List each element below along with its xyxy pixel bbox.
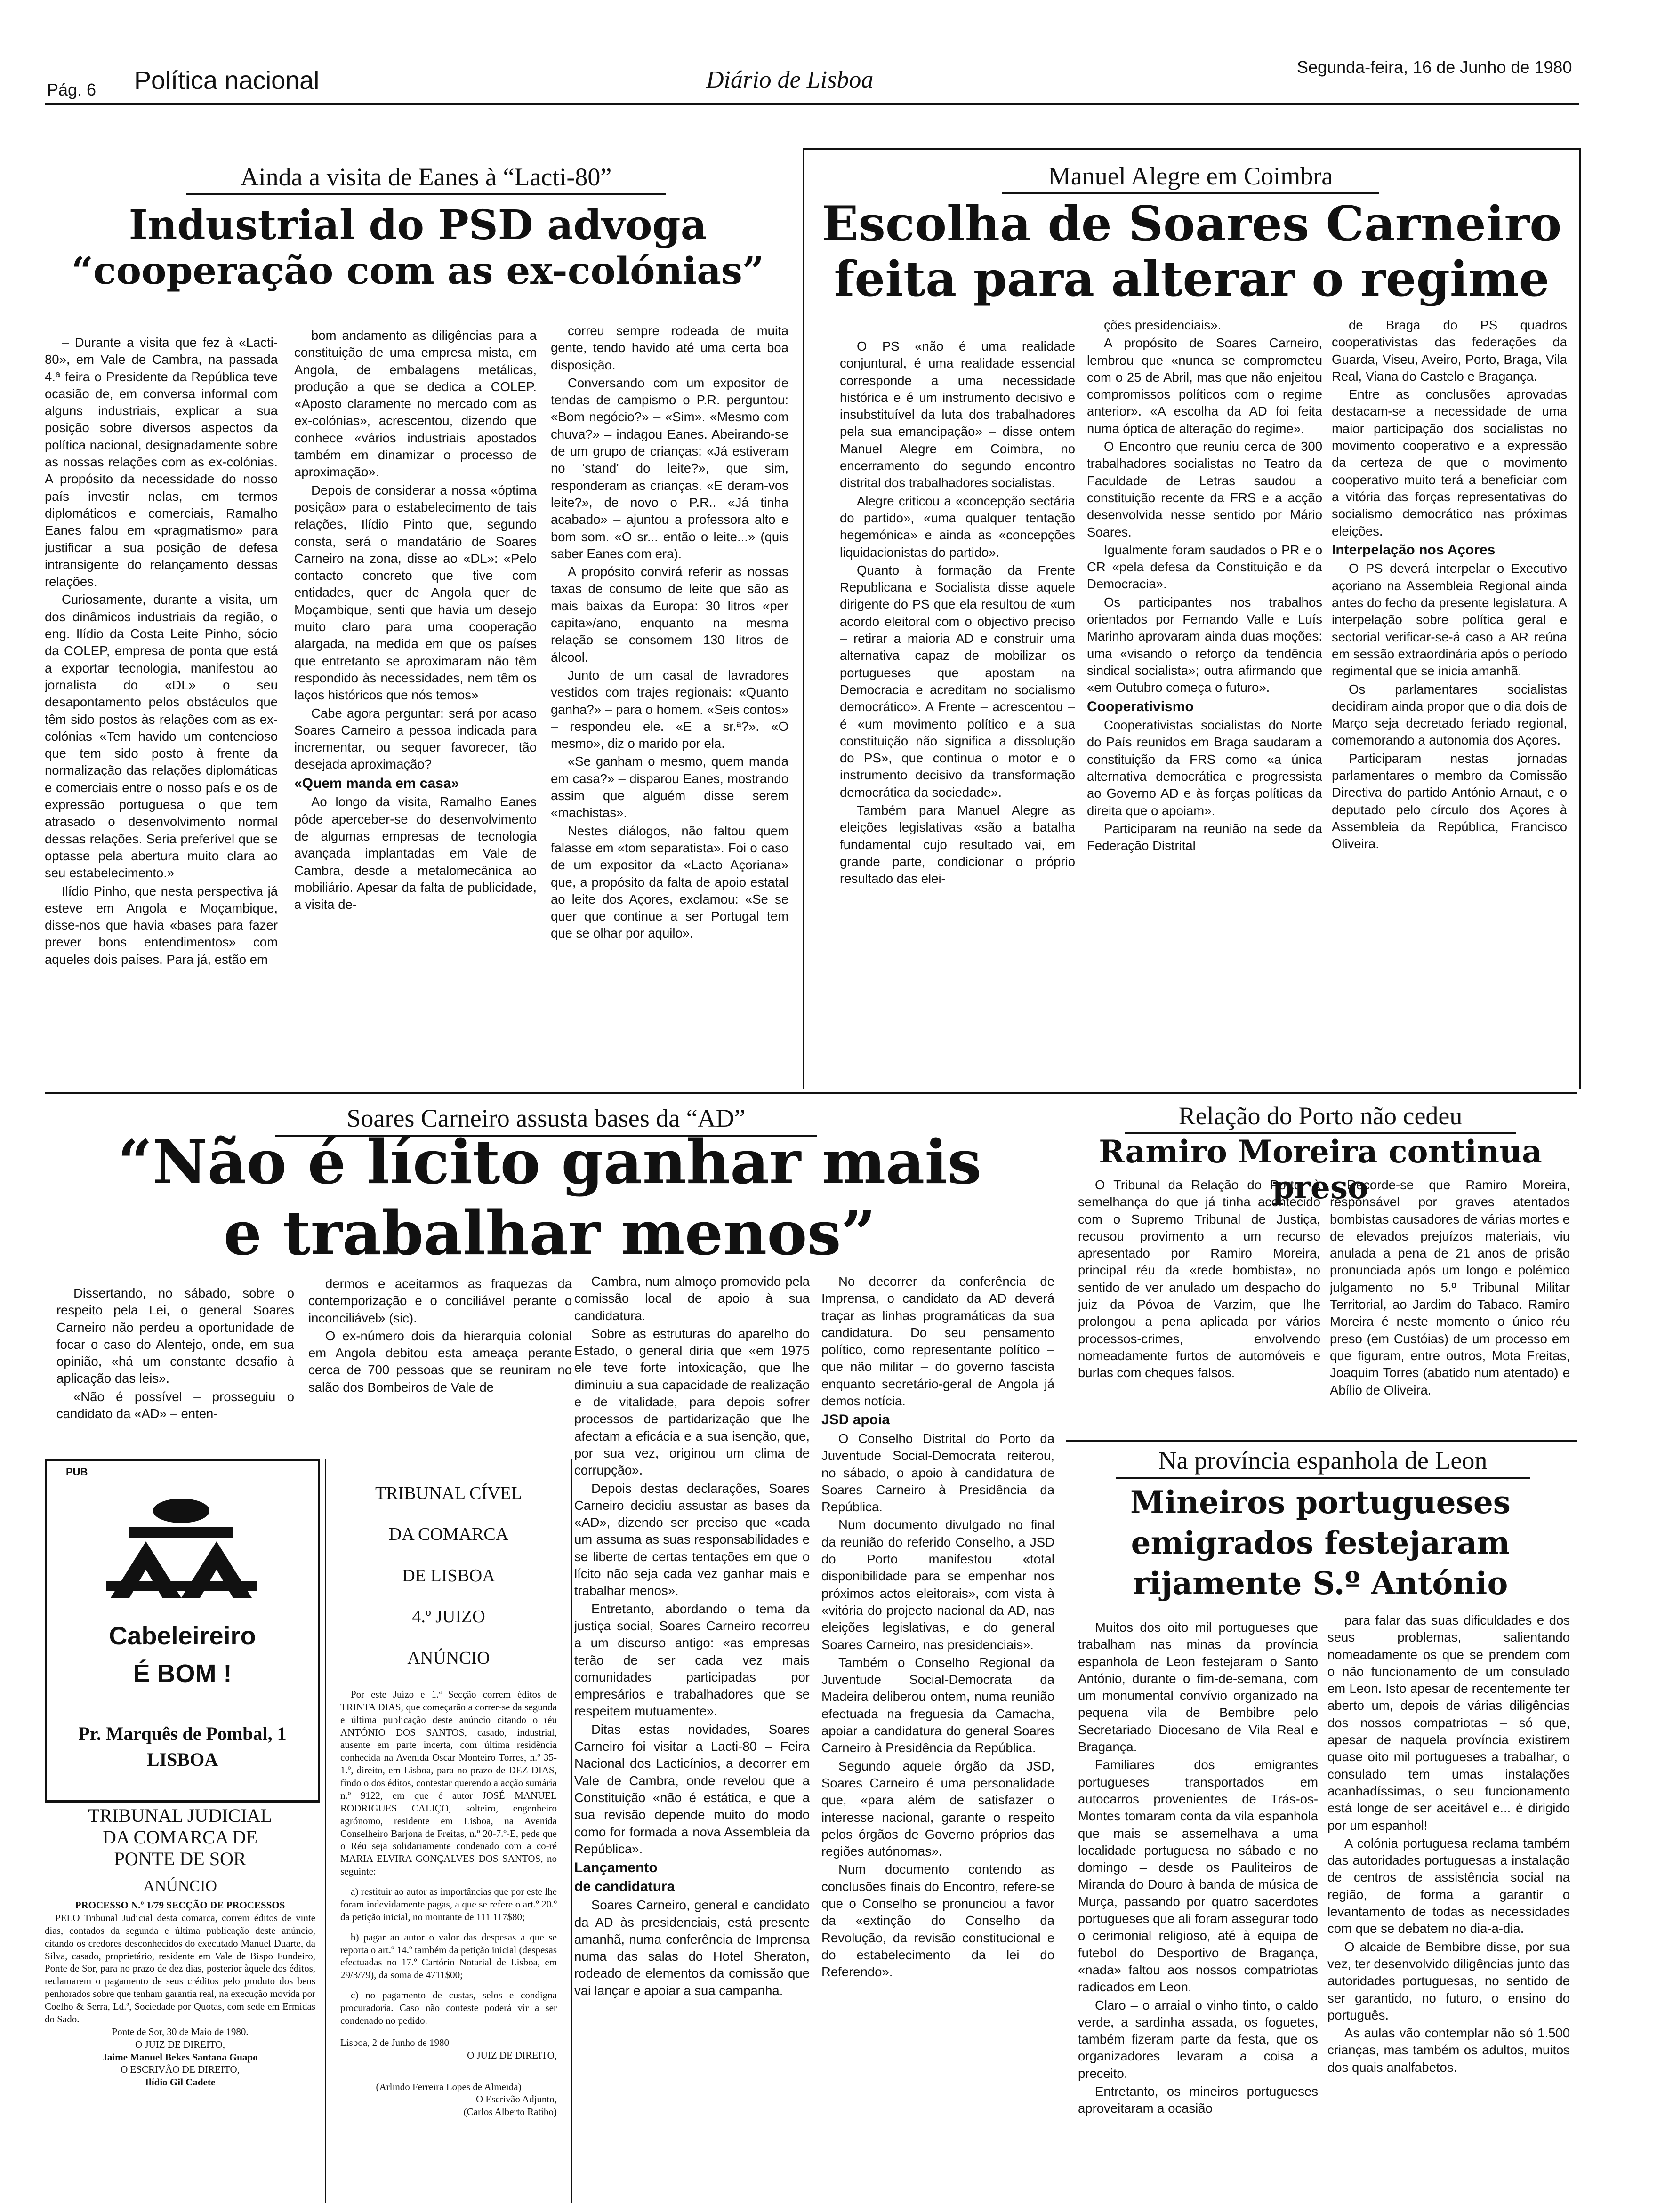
article-column-1 xyxy=(56,1285,294,1426)
paragraph: A colónia portuguesa reclama também das autoridades portuguesas a instalação de centros de assistência social na região, de forma a garantir o levantamento de todas as necessidades com que se debatem no dia-a-dia. xyxy=(1327,1835,1570,1936)
notice-item: a) restituir ao autor as importâncias que por este lhe foram indevidamente pagas, a que se refere o art.º 20.º da petição inicial, no montante de 111 117$80; xyxy=(340,1886,557,1923)
paragraph: Os participantes nos trabalhos orientados por Fernando Valle e Luís Marinho aprovaram ainda duas moções: uma «visando o reforço da tendência sindical socialista»; outra afirmando que «em Outubro começa o futuro». xyxy=(1087,594,1322,695)
notice-clerk-title: O ESCRIVÃO DE DIREITO, xyxy=(121,2064,240,2076)
mid-rule xyxy=(45,1092,1577,1094)
paragraph: Os parlamentares socialistas decidiram ainda propor que o dia dois de Março seja decretado feriado regional, comemorando a autonomia dos Açores. xyxy=(1332,681,1567,748)
masthead xyxy=(0,0,1657,108)
page-number: Pág. 6 xyxy=(47,80,97,99)
salon-logo xyxy=(97,1490,266,1607)
paragraph: O PS deverá interpelar o Executivo açoriano na Assembleia Regional ainda antes do fecho da presente legislatura. A interpelação sobre política geral e sectorial verificar-se-á caso a AR reúna em sessão extraordinária após o período regimental que se inicia amanhã. xyxy=(1332,561,1567,679)
paragraph: Ilídio Pinho, que nesta perspectiva já esteve em Angola e Moçambique, disse-nos que havia «bases para fazer prever bons entendimentos» com aqueles dois países. Para já, estão em xyxy=(45,883,278,967)
notice-anuncio: ANÚNCIO xyxy=(407,1648,490,1668)
paragraph: Nestes diálogos, não faltou quem falasse em «tom separatista». Foi o caso de um expositor da «Lacto Açoriana» que, a propósito da falta de apoio estatal ao leite dos Açores, exclamou: «Se se quer que continue a ser Portugal tem que se olhar por aquilo». xyxy=(551,823,788,941)
ad-address: Pr. Marquês de Pombal, 1 xyxy=(78,1723,287,1744)
section-title: Política nacional xyxy=(134,66,320,95)
notice-item: c) no pagamento de custas, selos e condigna procuradoria. Caso não conteste poderá vir a ser condenado no pedido. xyxy=(340,1989,557,2026)
paragraph: Quanto à formação da Frente Republicana e Socialista disse aquele dirigente do PS que ela resultou de «um acordo eleitoral com o objectivo preciso – retirar a maioria AD e construir uma alternativa capaz de mobilizar os portugueses que apostam na Democracia e acreditam no socialismo democrático». A Frente – acrescentou – é «um movimento político e a sua constituição não significa a dissolução do PS», que continua o motor e o instrumento decisivo da transformação democrática da sociedade». xyxy=(840,562,1075,800)
notice-paragraph: PELO Tribunal Judicial desta comarca, correm éditos de vinte dias, contados da segunda e última publicação deste anúncio, citando os credores desconhecidos do executado Manuel Duarte, da Silva, casado, proprietário, residente em Vale de Bispo Fundeiro, Ponte de Sor, para no prazo de dez dias, posterior àquele dos éditos, reclamarem o pagamento de seus créditos pelo produto dos bens penhorados sobre que tenham garantia real, na execução movida por Coelho & Serra, Ld.ª, Sociedade por Quotas, com sede em Ermidas do Sado. xyxy=(45,1912,315,2025)
paragraph: Entre as conclusões aprovadas destacam-se a necessidade de uma maior participação dos socialistas no movimento cooperativo e a expressão da certeza de que o movimento cooperativo muito terá a beneficiar com a vitória das forças representativas do socialismo democrático nas próximas eleições. xyxy=(1332,387,1567,538)
paragraph: Cambra, num almoço promovido pela comissão local de apoio à sua candidatura. xyxy=(574,1274,810,1323)
notice-title-line: TRIBUNAL CÍVEL xyxy=(375,1483,523,1503)
headline-line-1: Mineiros portugueses xyxy=(1130,1484,1511,1521)
notice-paragraph: Por este Juízo e 1.ª Secção correm éditos de TRINTA DIAS, que começarão a correr-se da segunda e última publicação deste anúncio citando o réu ANTÓNIO DOS SANTOS, casado, industrial, ausente em parte incerta, com última residência conhecida na Avenida Oscar Monteiro Torres, n.º 35-1.º, direito, em Lisboa, para no prazo de DEZ DIAS, findo o dos éditos, contestar querendo a acção sumária n.º 9122, em que é autor JOSÉ MANUEL RODRIGUES CALIÇO, solteiro, engenheiro agrónomo, residente em Lisboa, na Avenida Conselheiro Barjona de Freitas, n.º 20-7.º-E, pede que o Réu seja solidariamente condenado com a co-ré MARIA ELVIRA GONÇALVES DOS SANTOS, no seguinte: xyxy=(340,1688,557,1877)
paragraph: O Encontro que reuniu cerca de 300 trabalhadores socialistas no Teatro da Faculdade de Letras saudou a constituição recente da FRS e a acção desenvolvida nesse sentido por Mário Soares. xyxy=(1087,439,1322,539)
article-column-1 xyxy=(1078,1619,1318,2200)
headline-line-3: rijamente S.º António xyxy=(1133,1564,1508,1602)
notice-judge-name: (Arlindo Ferreira Lopes de Almeida) xyxy=(376,2081,522,2092)
notice-item: b) pagar ao autor o valor das despesas a que se reporta o art.º 14.º também da petição inicial (despesas efectuadas no 17.º Cartório Notarial de Lisboa, em 29/3/79), da soma de 4711$00; xyxy=(340,1931,557,1981)
subheading: «Quem manda em casa» xyxy=(294,775,459,791)
paragraph: O Conselho Distrital do Porto da Juventude Social-Democrata reiterou, no sábado, o apoio à candidatura de Soares Carneiro à Presidência da República. xyxy=(821,1431,1054,1515)
headline-line-1: “Não é lícito ganhar mais xyxy=(118,1127,981,1198)
paragraph: O alcaide de Bembibre disse, por sua vez, ter desenvolvido diligências junto das autoridades portuguesas, no sentido de ser garantido, no futuro, o ensino do português. xyxy=(1327,1939,1570,2022)
article-kicker: Soares Carneiro assusta bases da “AD” xyxy=(275,1104,817,1137)
article-column-1 xyxy=(1078,1177,1320,1431)
paragraph: Muitos dos oito mil portugueses que trabalham nas minas da província espanhola de Leon festejaram o Santo António, durante o fim-de-semana, com um monumental convívio organizado na pequena vila de Bembibre pelo Secretariado Diocesano de Vila Real e Bragança. xyxy=(1078,1620,1318,1755)
paragraph: correu sempre rodeada de muita gente, tendo havido até uma certa boa disposição. xyxy=(551,323,788,372)
paragraph: Ao longo da visita, Ramalho Eanes pôde aperceber-se do desenvolvimento de algumas empresas de tecnologia avançada implantadas em Vale de Cambra, desde a metalomecânica ao mobiliário. Apesar da falta de publicidade, a visita de- xyxy=(294,794,537,912)
article-column-3 xyxy=(574,1273,810,2203)
paragraph: O ex-número dois da hierarquia colonial em Angola debitou esta ameaça perante cerca de 700 pessoas que se reuniram no salão dos Bombeiros de Vale de xyxy=(308,1328,572,1395)
article-manuel-alegre-box xyxy=(803,148,1581,1089)
article-headline xyxy=(1064,1483,1577,1603)
paragraph: Cabe agora perguntar: será por acaso Soares Carneiro a pessoa indicada para incrementar, ou sequer favorecer, tão desejada aproximação? xyxy=(294,705,537,772)
paragraph: O PS «não é uma realidade conjuntural, é uma realidade essencial corresponde a uma necessidade histórica e é um instrumento decisivo e insubstituível da luta dos trabalhadores pela sua emancipação» – disse ontem Manuel Alegre em Coimbra, no encerramento do segundo encontro distrital dos trabalhadores socialistas. xyxy=(840,339,1075,490)
notice-judge-title: O JUIZ DE DIREITO, xyxy=(135,2038,225,2050)
notice-title-line: DA COMARCA DE xyxy=(103,1827,257,1848)
paragraph: Ditas estas novidades, Soares Carneiro foi visitar a Lacti-80 – Feira Nacional dos Lacticínios, a decorrer em Vale de Cambra, onde revelou que a Constituição «não é estática, e que a sua revisão depende muito do modo como for formada a nova Assembleia da República». xyxy=(574,1722,810,1856)
paragraph: Dissertando, no sábado, sobre o respeito pela Lei, o general Soares Carneiro não perdeu a oportunidade de focar o caso do Alentejo, onde, em sua opinião, «há um constante desafio à aplicação das leis». xyxy=(56,1286,294,1386)
paragraph: bom andamento as diligências para a constituição de uma empresa mista, em Angola, de embalagens metálicas, produção a que se dedica a COLEP. «Aposto claramente no mercado com as ex-colónias», acrescentou, dizendo que conhece «vários industriais apostados também em dinamizar o processo de aproximação». xyxy=(294,328,537,480)
notice-title-line: TRIBUNAL JUDICIAL xyxy=(88,1805,272,1826)
article-kicker: Manuel Alegre em Coimbra xyxy=(1002,161,1379,194)
paragraph: Cooperativistas socialistas do Norte do País reunidos em Braga saudaram a constituição da FRS como «a única alternativa democrática e progressista ao Governo AD e às forças políticas da direita que o apoiam». xyxy=(1087,718,1322,818)
article-headline xyxy=(804,197,1579,307)
paragraph: Junto de um casal de lavradores vestidos com trajes regionais: «Quanto ganha?» – para o homem. «Seis contos» – respondeu ele. «E a sr.ª?». «O mesmo», diz o marido por ela. xyxy=(551,667,788,751)
article-kicker: Relação do Porto não cedeu xyxy=(1125,1101,1516,1134)
paragraph: de Braga do PS quadros cooperativistas das federações da Guarda, Viseu, Aveiro, Porto, Braga, Vila Real, Viana do Castelo e Bragança. xyxy=(1332,318,1567,384)
article-column-3 xyxy=(1332,317,1567,1082)
notice-title xyxy=(45,1805,315,1870)
paragraph: Familiares dos emigrantes portugueses transportados em autocarros provenientes de Trás-os-Montes tomaram conta da vila espanhola que mais se assemelhava a uma localidade portuguesa no sábado e no domingo – desde os Pauliteiros de Miranda do Douro à banda de música de Murça, passando por quatro sacerdotes portugueses que ali foram assegurar todo o cerimonial religioso, até à equipa de futebol do Desportivo de Bragança, «nada» faltou aos nossos compatriotas radicados em Leon. xyxy=(1078,1757,1318,1995)
notice-title xyxy=(326,1473,571,1679)
ad-tagline: É BOM ! xyxy=(133,1659,232,1688)
article-column-2 xyxy=(1327,1612,1570,2200)
paragraph: O Tribunal da Relação do Porto, à semelhança do que já tinha acontecido com o Supremo Tribunal de Justiça, recusou provimento a um recurso apresentado por Ramiro Moreira, principal réu da «rede bombista», no sentido de ver anulado um despacho do juiz da Póvoa de Varzim, que lhe prolongou a pena aplicada por vários processos-crimes, envolvendo nomeadamente furtos de automóveis e burlas com cheques falsos. xyxy=(1078,1178,1320,1380)
notice-date: Lisboa, 2 de Junho de 1980 xyxy=(340,2036,449,2048)
article-ramiro-moreira xyxy=(1064,1097,1577,1440)
paragraph: Claro – o arraial o vinho tinto, o caldo verde, a sardinha assada, os foguetes, também fizeram parte da festa, que os organizadores levaram a coisa a preceito. xyxy=(1078,1997,1318,2081)
subheading: Cooperativismo xyxy=(1087,698,1194,714)
paragraph: Entretanto, os mineiros portugueses aproveitaram a ocasião xyxy=(1078,2084,1318,2116)
headline-line-1: Escolha de Soares Carneiro xyxy=(821,196,1562,252)
logo-base xyxy=(106,1581,257,1591)
newspaper-name: Diário de Lisboa xyxy=(706,66,874,93)
article-headline xyxy=(45,1127,1054,1269)
logo-top-shape xyxy=(153,1499,209,1523)
article-column-2 xyxy=(1087,317,1322,1082)
notice-body xyxy=(45,1899,315,2089)
paragraph: Entretanto, abordando o tema da justiça social, Soares Carneiro recorreu a um discurso antigo: «as empresas terão de ser cada vez mais comunidades participadas por empresários e trabalhadores que se respeitem mutuamente». xyxy=(574,1601,810,1719)
paragraph: «Se ganham o mesmo, quem manda em casa?» – disparou Eanes, mostrando assim que alguém disse serem «machistas». xyxy=(551,754,788,820)
notice-title-line: 4.º JUIZO xyxy=(412,1607,485,1627)
paragraph: As aulas vão contemplar não só 1.500 crianças, mas também os adultos, muitos dos quais analfabetos. xyxy=(1327,2026,1570,2075)
article-column-1 xyxy=(840,338,1075,1082)
notice-process: PROCESSO N.º 1/79 SECÇÃO DE PROCESSOS xyxy=(75,1899,285,1911)
article-column-2 xyxy=(1330,1177,1570,1431)
pub-label: PUB xyxy=(66,1466,88,1478)
paragraph: Participaram nestas jornadas parlamentares o membro da Comissão Directiva do partido António Arnaut, e o deputado pelo círculo dos Açores à Assembleia da República, Francisco Oliveira. xyxy=(1332,751,1567,851)
legal-notice-ponte-de-sor xyxy=(45,1805,315,2203)
article-column-2 xyxy=(294,327,537,1082)
paragraph: Sobre as estruturas do aparelho do Estado, o general diria que «em 1975 ele teve forte intoxicação, que lhe diminuiu a sua capacidade de realização e de vitalidade, para depois sofrer processos de partidarização que lhe afectam a eficácia e a sua isenção, que, por sua vez, originou um clima de corrupção». xyxy=(574,1326,810,1478)
article-column-3 xyxy=(551,322,788,1082)
paragraph: ções presidenciais». xyxy=(1104,318,1222,332)
paragraph: Soares Carneiro, general e candidato da AD às presidenciais, está presente amanhã, numa conferência de Imprensa numa das salas do Hotel Sheraton, rodeado de elementos da comissão que vai lançar e apoiar a sua campanha. xyxy=(574,1898,810,1998)
issue-date: Segunda-feira, 16 de Junho de 1980 xyxy=(1297,57,1572,77)
subheading: JSD apoia xyxy=(821,1412,890,1428)
paragraph: «Não é possível – prosseguiu o candidato da «AD» – enten- xyxy=(56,1389,294,1421)
paragraph: Também para Manuel Alegre as eleições legislativas «são a batalha fundamental cujo resultado vai, em grande parte, condicionar o próprio resultado das elei- xyxy=(840,803,1075,886)
paragraph: Participaram na reunião na sede da Federação Distrital xyxy=(1087,821,1322,853)
headline-line-2: “cooperação com as ex-colónias” xyxy=(72,248,764,293)
paragraph: A propósito convirá referir as nossas taxas de consumo de leite que são as mais baixas da Europa: 30 litros «per capita»/ano, enquanto na mesma relação se consomem 130 litros de álcool. xyxy=(551,564,788,665)
subheading: Interpelação nos Açores xyxy=(1332,542,1496,558)
advertisement-box xyxy=(45,1459,320,1803)
paragraph: Recorde-se que Ramiro Moreira, responsável por graves atentados bombistas causadores de várias mortes e de elevados prejuízos materiais, viu anulada a pena de 21 anos de prisão pronunciada após um longo e polémico julgamento no 5.º Tribunal Militar Territorial, ao Jardim do Tabaco. Ramiro Moreira é neste momento o único réu preso (em Custóias) de um processo em que figuram, entre outros, Mota Freitas, Joaquim Torres (abatido num atentado) e Abílio de Oliveira. xyxy=(1330,1178,1570,1397)
subheading: de candidatura xyxy=(574,1878,675,1894)
masthead-rule xyxy=(45,103,1579,105)
notice-title-line: DE LISBOA xyxy=(402,1565,495,1586)
article-kicker: Ainda a visita de Eanes à “Lacti-80” xyxy=(186,162,666,195)
paragraph: Depois de considerar a nossa «óptima posição» para o estabelecimento de tais relações, Ilídio Pinto que, segundo consta, será o mandatário de Soares Carneiro na zona, disse ao «DL»: «Pelo contacto concreto que tive com entidades, quer de Angola quer de Moçambique, senti que havia um desejo muito claro para uma cooperação alargada, na medida em que os países que entretanto se aproximaram não têm respondido às necessidades, nem têm os laços históricos que nós temos» xyxy=(294,482,537,703)
paragraph: Também o Conselho Regional da Juventude Social-Democrata da Madeira deliberou ontem, numa reunião efectuada na freguesia da Camacha, apoiar a candidatura do general Soares Carneiro à Presidência da República. xyxy=(821,1655,1054,1755)
notice-place-date: Ponte de Sor, 30 de Maio de 1980. xyxy=(112,2026,249,2037)
ad-city: LISBOA xyxy=(146,1749,218,1770)
notice-title-line: DA COMARCA xyxy=(388,1524,509,1545)
notice-judge-name: Jaime Manuel Bekes Santana Guapo xyxy=(102,2051,258,2063)
notice-anuncio: ANÚNCIO xyxy=(143,1877,217,1895)
paragraph: Conversando com um expositor de tendas de campismo o P.R. perguntou: «Bom negócio?» – «Sim». «Mesmo com chuva?» – indagou Eanes. Abeirando-se de um grupo de crianças: «Já estiveram no 'stand' do leite?», que sim, responderam as crianças. «E deram-vos leite?», de novo o P.R.. «Já tinha acabado» – ajuntou a professora alto e bom som. «O sr... então o leite...» (quis saber Eanes com era). xyxy=(551,375,788,561)
article-column-4 xyxy=(821,1273,1054,2203)
article-industrial-psd xyxy=(45,151,791,1085)
subheading: Lançamento xyxy=(574,1860,658,1876)
legal-notice-lisboa xyxy=(325,1459,572,2203)
notice-clerk: O Escrivão Adjunto, xyxy=(475,2093,557,2105)
paragraph: para falar das suas dificuldades e dos seus problemas, salientando nomeadamente os que se prendem com o não funcionamento de um consulado em Leon. Isto apesar de recentemente ter aberto um, depois de várias diligências dos nossos compatriotas – só que, apesar de naquela província existirem quase oito mil portugueses a trabalhar, o consulado tem umas instalações acanhadíssimas, o seu funcionamento está longe de ser aceitável e... é dirigido por um espanhol! xyxy=(1327,1613,1570,1833)
headline-line-2: e trabalhar menos” xyxy=(223,1198,876,1269)
paragraph: Num documento contendo as conclusões finais do Encontro, refere-se que o Conselho se pronunciou a favor da «extinção do Conselho da Revolução, da revisão constitucional e do estabelecimento da lei do Referendo». xyxy=(821,1862,1054,1980)
article-mineiros-leon xyxy=(1064,1440,1577,2205)
paragraph: Segundo aquele órgão da JSD, Soares Carneiro é uma personalidade que, «para além de satisfazer o interesse nacional, garante o respeito pelos órgãos de Governo próprios das regiões autónomas». xyxy=(821,1758,1054,1859)
article-column-2 xyxy=(308,1275,572,1428)
article-column-1 xyxy=(45,334,278,1082)
notice-clerk-name: (Carlos Alberto Ratibo) xyxy=(463,2106,557,2118)
logo-bar xyxy=(129,1527,233,1538)
headline-line-2: feita para alterar o regime xyxy=(834,251,1550,308)
paragraph: Curiosamente, durante a visita, um dos dinâmicos industriais da região, o eng. Ilídio da Costa Leite Pinho, sócio da COLEP, empresa de ponta que está a exportar tecnologia, manifestou ao jornalista do «DL» o seu desapontamento pelos obstáculos que têm sido postos às relações com as ex-colónias «Tem havido um contencioso que tem sido posto à frente da normalização das relações diplomáticas e comerciais entre o nosso país e os de expressão portuguesa o que tem atrasado o desenvolvimento normal dessas relações. Seria preferível que se optasse pela abertura muito clara ao seu estabelecimento.» xyxy=(45,592,278,881)
paragraph: Num documento divulgado no final da reunião do referido Conselho, a JSD do Porto manifestou «total disponibilidade para se empenhar nos próximos actos eleitorais», com vista à «vitória do projecto nacional da AD, nas eleições legislativas, e do general Soares Carneiro, nas presidenciais». xyxy=(821,1517,1054,1652)
headline-line-2: emigrados festejaram xyxy=(1131,1524,1510,1561)
notice-judge: O JUIZ DE DIREITO, xyxy=(467,2049,557,2061)
ad-heading: Cabeleireiro xyxy=(109,1622,256,1650)
headline-line-1: Industrial do PSD advoga xyxy=(129,201,707,249)
article-kicker: Na província espanhola de Leon xyxy=(1116,1446,1530,1479)
paragraph: Igualmente foram saudados o PR e o CR «pela defesa da Constituição e da Democracia». xyxy=(1087,542,1322,592)
paragraph: Alegre criticou a «concepção sectária do partido», «uma qualquer tentação hegemónica» e ainda as «concepções liquidacionistas do partido». xyxy=(840,493,1075,560)
paragraph: No decorrer da conferência de Imprensa, o candidato da AD deverá traçar as linhas programáticas da sua candidatura. Do seu pensamento político, como representante político – que não militar – do governo fascista enquanto secretário-geral de Angola já demos notícia. xyxy=(821,1274,1054,1409)
paragraph: – Durante a visita que fez à «Lacti-80», em Vale de Cambra, na passada 4.ª feira o Presidente da República teve ocasião de, em conversa informal com alguns industriais, explicar a sua posição sobre diversos aspectos da política nacional, designadamente sobre as nossas relações com as ex-colónias. A propósito da necessidade do nosso país investir nelas, em termos diplomáticos e comerciais, Ramalho Eanes falou em «pragmatismo» para justificar a sua posição de defesa intransigente do relançamento dessas relações. xyxy=(45,335,278,589)
notice-body xyxy=(326,1679,571,2118)
paragraph: dermos e aceitarmos as fraquezas da contemporização e o conciliável perante o inconciliável» (sic). xyxy=(308,1276,572,1325)
paragraph: Depois destas declarações, Soares Carneiro decidiu assustar as bases da «AD», dizendo ser preciso que «cada um assuma as suas responsabilidades e se liberte de certas tentações em que o lícito não seja cada vez ganhar mais e trabalhar menos». xyxy=(574,1481,810,1598)
paragraph: A propósito de Soares Carneiro, lembrou que «nunca se comprometeu com o 25 de Abril, mas que não enjeitou compromissos políticos com o regime anterior». «A escolha da AD foi feita numa óptica de alteração do regime». xyxy=(1087,336,1322,436)
article-headline: Ramiro Moreira continua preso xyxy=(1099,1133,1542,1206)
article-headline xyxy=(45,202,791,292)
notice-clerk-name: Ilídio Gil Cadete xyxy=(145,2076,216,2088)
notice-title-line: PONTE DE SOR xyxy=(114,1848,246,1869)
